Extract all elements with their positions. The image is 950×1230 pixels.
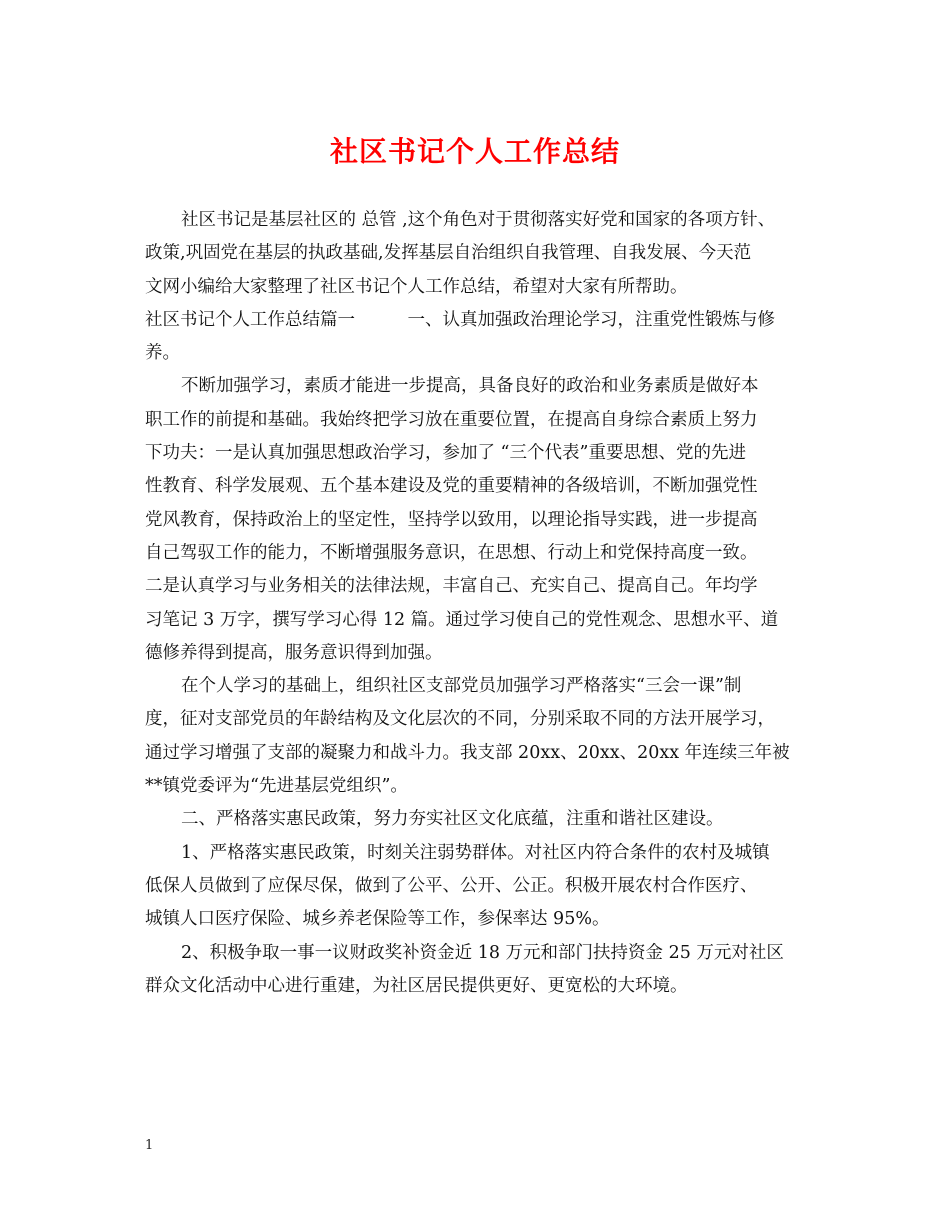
text-line: 性教育、科学发展观、五个基本建设及党的重要精神的各级培训，不断加强党性 bbox=[145, 476, 758, 497]
text-line: **镇党委评为“先进基层党组织”。 bbox=[145, 776, 408, 797]
text-line: 职工作的前提和基础。我始终把学习放在重要位置，在提高自身综合素质上努力 bbox=[145, 409, 758, 430]
document-body bbox=[145, 204, 810, 1003]
text-line: 党风教育，保持政治上的坚定性，坚持学以致用，以理论指导实践，进一步提高 bbox=[145, 509, 758, 530]
text-line: 度，征对支部党员的年龄结构及文化层次的不同，分别采取不同的方法开展学习， bbox=[145, 709, 775, 730]
text-line: 下功夫：一是认真加强思想政治学习，参加了 “三个代表”重要思想、党的先进 bbox=[145, 443, 746, 464]
text-line: 社区书记是基层社区的 总管 ,这个角色对于贯彻落实好党和国家的各项方针、 bbox=[181, 210, 776, 230]
text-line: 2、积极争取一事一议财政奖补资金近 18 万元和部门扶持资金 25 万元对社区 bbox=[181, 942, 784, 963]
text-line: 习笔记 3 万字，撰写学习心得 12 篇。通过学习使自己的党性观念、思想水平、道 bbox=[145, 609, 779, 630]
text-line: 德修养得到提高，服务意识得到加强。 bbox=[145, 642, 443, 663]
text-line: 通过学习增强了支部的凝聚力和战斗力。我支部 20xx、20xx、20xx 年连续三年被 bbox=[145, 742, 790, 763]
text-line: 不断加强学习，素质才能进一步提高，具备良好的政治和业务素质是做好本 bbox=[181, 376, 759, 397]
document-title: 社区书记个人工作总结 bbox=[329, 135, 620, 168]
text-line: 二、严格落实惠民政策，努力夯实社区文化底蕴，注重和谐社区建设。 bbox=[181, 809, 724, 830]
text-line: 1、严格落实惠民政策，时刻关注弱势群体。对社区内符合条件的农村及城镇 bbox=[181, 842, 770, 863]
text-line: 群众文化活动中心进行重建，为社区居民提供更好、更宽松的大环境。 bbox=[145, 975, 688, 996]
text-line: 养。 bbox=[145, 343, 180, 364]
text-line: 文网小编给大家整理了社区书记个人工作总结，希望对大家有所帮助。 bbox=[145, 276, 688, 297]
text-line: 在个人学习的基础上，组织社区支部党员加强学习严格落实“三会一课”制 bbox=[181, 676, 742, 697]
text-line: 城镇人口医疗保险、城乡养老保险等工作，参保率达 95%。 bbox=[145, 909, 610, 930]
text-line: 二是认真学习与业务相关的法律法规，丰富自己、充实自己、提高自己。年均学 bbox=[145, 576, 758, 597]
text-line: 自己驾驭工作的能力，不断增强服务意识，在思想、行动上和党保持高度一致。 bbox=[145, 542, 758, 563]
text-line: 社区书记个人工作总结篇一 一、认真加强政治理论学习，注重党性锻炼与修 bbox=[145, 309, 775, 330]
page-number: 1 bbox=[145, 1138, 154, 1153]
text-line: 低保人员做到了应保尽保，做到了公平、公开、公正。积极开展农村合作医疗、 bbox=[145, 875, 758, 896]
text-line: 政策,巩固党在基层的执政基础,发挥基层自治组织自我管理、自我发展、今天范 bbox=[145, 243, 752, 264]
